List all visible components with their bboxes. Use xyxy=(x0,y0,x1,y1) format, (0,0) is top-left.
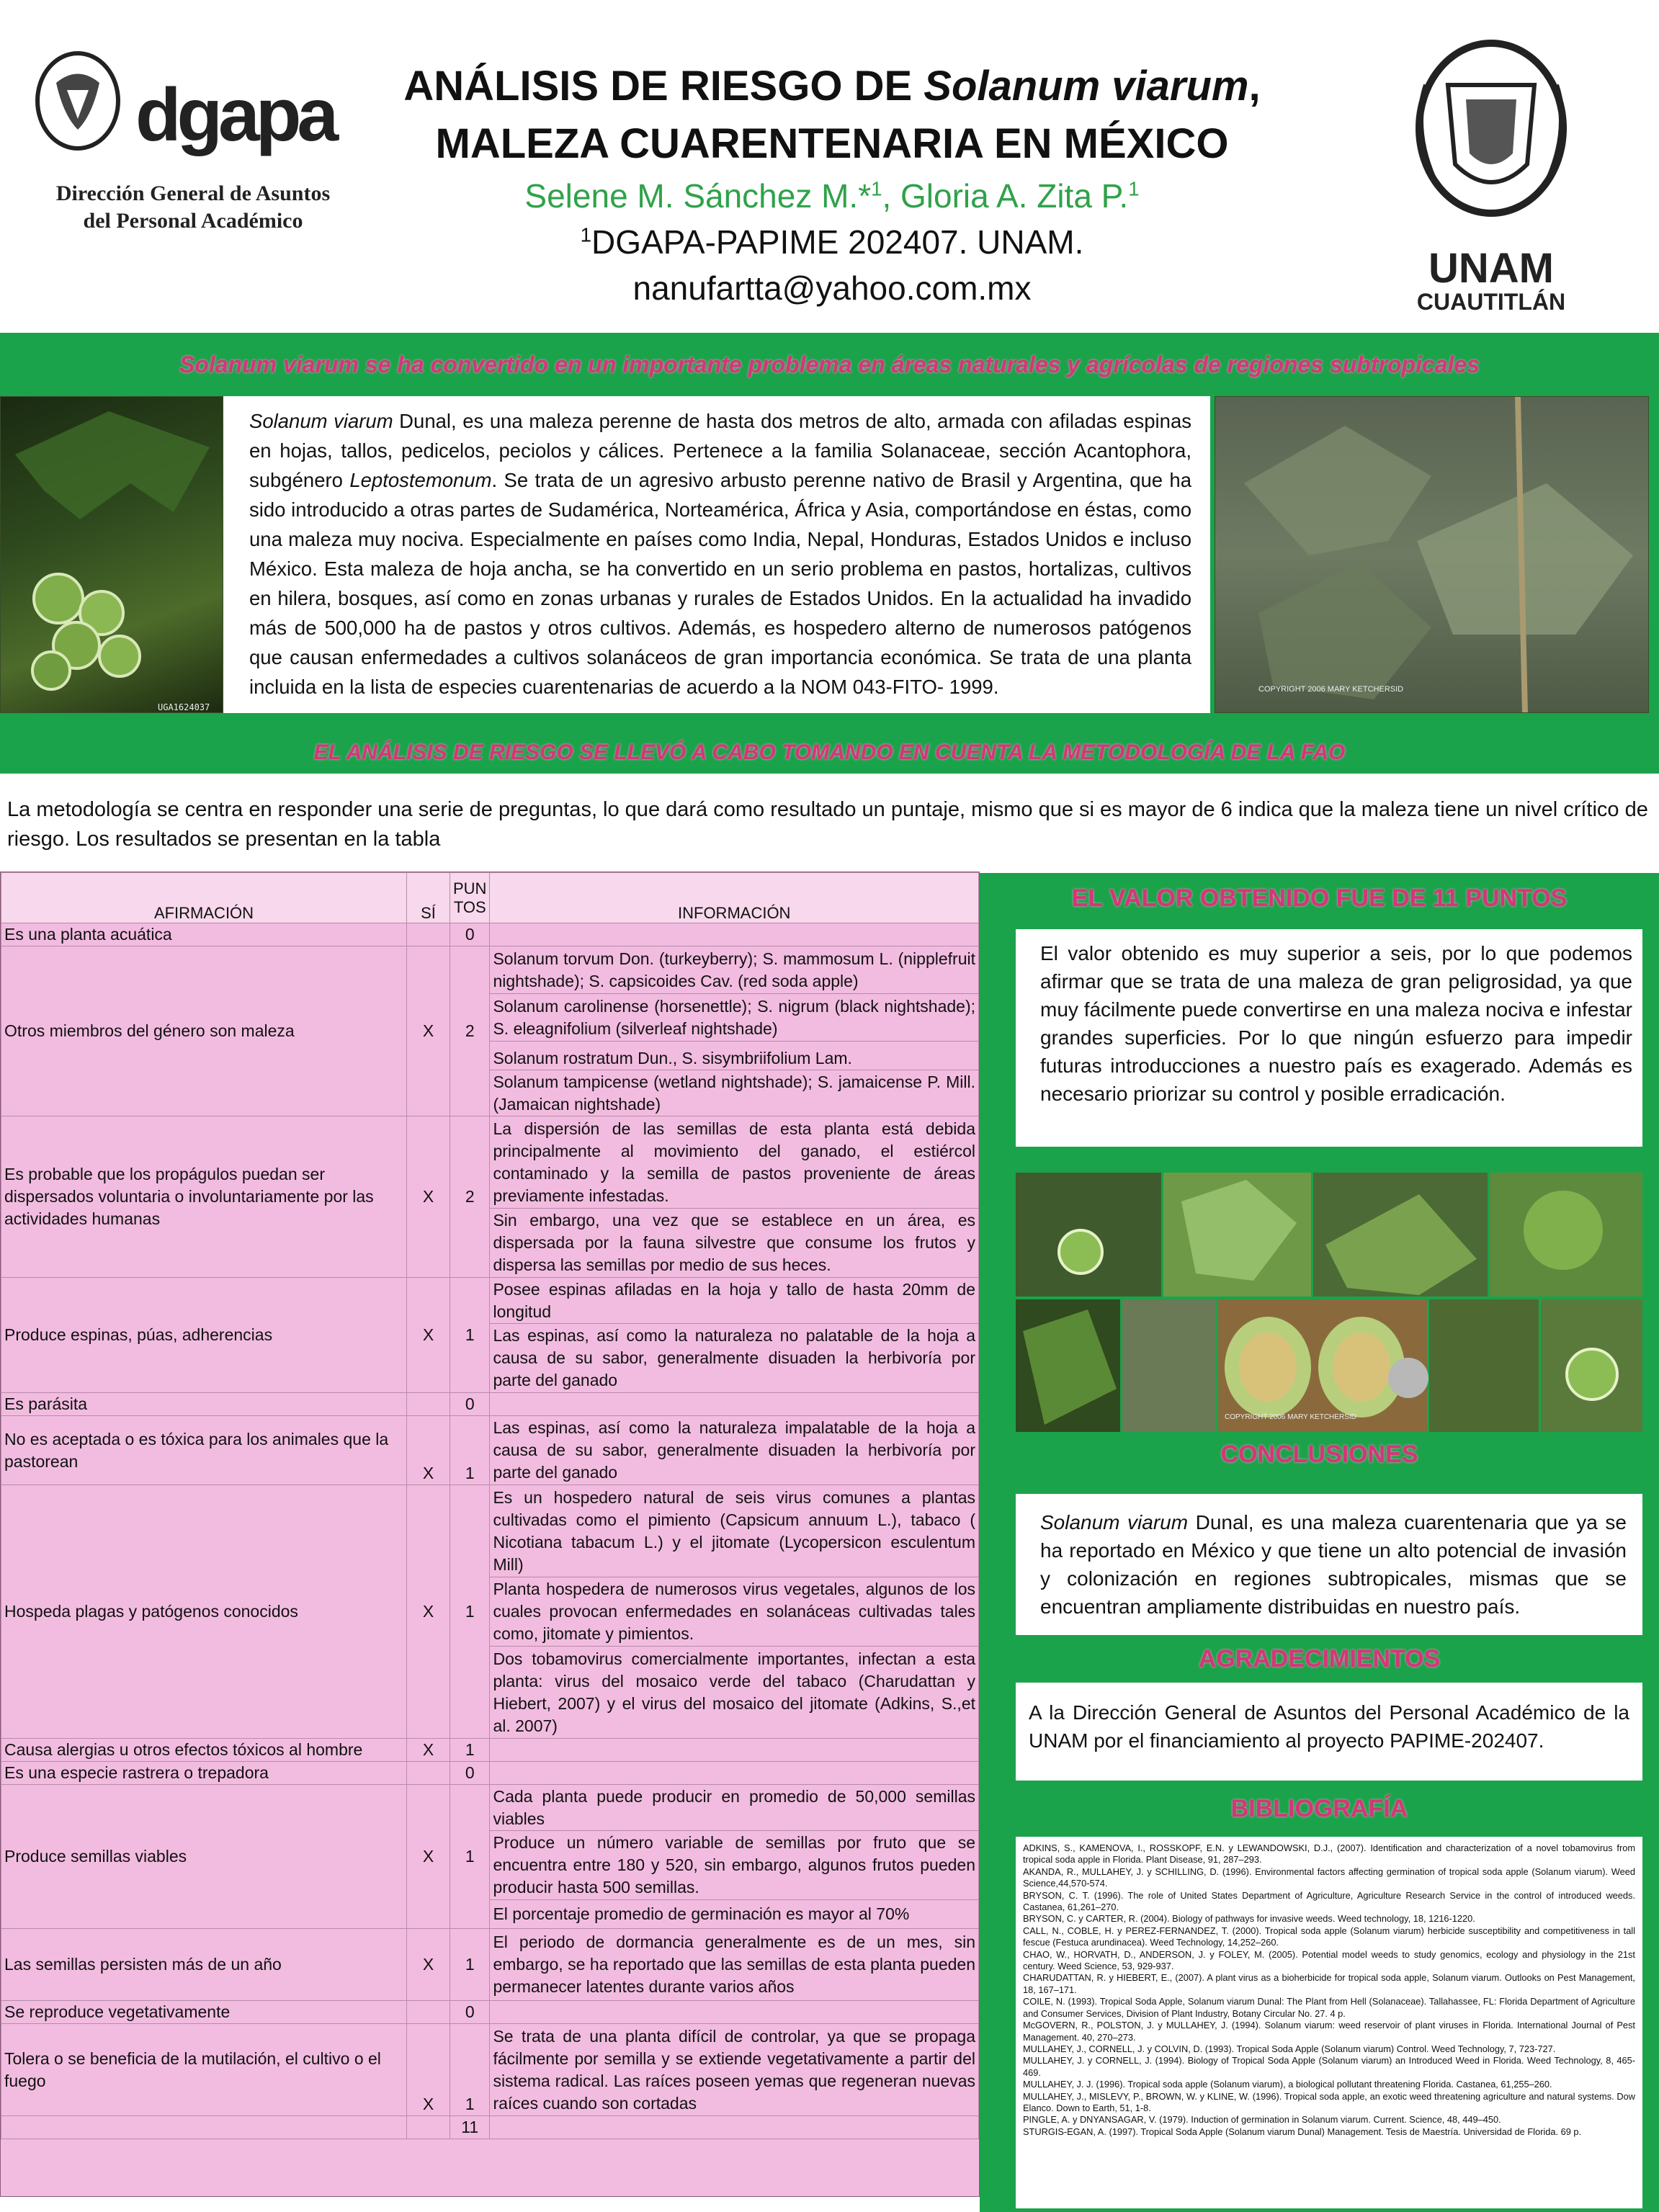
leaves-image xyxy=(1215,397,1649,713)
row-informacion: Es un hospedero natural de seis virus comunes a plantas cultivadas como el pimiento (Capsicum annuum L.), tabaco ( Nicotiana tabacum L.) y el jitomate (Lycopersicon esculentum Mill) xyxy=(490,1485,979,1577)
row-puntos: 1 xyxy=(450,1416,490,1485)
row-puntos: 1 xyxy=(450,1485,490,1739)
author-2-sup: 1 xyxy=(1128,177,1140,200)
row-informacion xyxy=(490,923,979,946)
row-si: X xyxy=(407,2024,450,2116)
table-row xyxy=(1,1762,979,1785)
row-informacion: Produce un número variable de semillas por fruto que se encuentra entre 180 y 520, sin embargo, algunos frutos pueden producir hasta 500 semillas. xyxy=(490,1831,979,1900)
row-puntos: 1 xyxy=(450,2024,490,2116)
dgapa-wordmark: dgapa xyxy=(135,73,335,157)
affil-sup: 1 xyxy=(580,223,591,246)
photo-right-caption: COPYRIGHT 2006 MARY KETCHERSID xyxy=(1258,685,1404,694)
row-si xyxy=(407,1762,450,1785)
row-informacion: Planta hospedera de numerosos virus vegetales, algunos de los cuales provocan enfermedades en solanáceas cultivadas tales como, jitomate y pimientos. xyxy=(490,1577,979,1647)
intro-paragraph xyxy=(223,396,1210,713)
poster-header xyxy=(0,0,1659,333)
authors xyxy=(317,173,1347,219)
row-informacion: Solanum carolinense (horsenettle); S. nigrum (black nightshade); S. eleagnifolium (silverleaf nightshade) xyxy=(490,994,979,1042)
row-si xyxy=(407,2001,450,2024)
reference-item: CALL, N., COBLE, H. y PEREZ-FERNANDEZ, T. (2000). Tropical soda apple (Solanum viarum) herbicide susceptibility and competitiveness in tall fescue (Festuca arundinacea). Weed Technology, 14,252–260. xyxy=(1023,1925,1635,1948)
row-puntos: 0 xyxy=(450,1393,490,1416)
author-1: Selene M. Sánchez M.* xyxy=(524,177,872,215)
reference-item: McGOVERN, R., POLSTON, J. y MULLAHEY, J. (1994). Solanum viarum: weed reservoir of plant viruses in Florida. International Journal of Pest Management. 40, 270–273. xyxy=(1023,2020,1635,2043)
reference-item: CHAO, W., HORVATH, D., ANDERSON, J. y FOLEY, M. (2005). Potential model weeds to study genomics, ecology and physiology in the 21st century. Weed Science, 53, 929-937. xyxy=(1023,1948,1635,1972)
row-informacion: Solanum rostratum Dun., S. sisymbriifolium Lam. xyxy=(490,1042,979,1070)
row-puntos: 1 xyxy=(450,1739,490,1762)
table-row xyxy=(1,2001,979,2024)
table-row xyxy=(1,1116,979,1209)
row-puntos: 0 xyxy=(450,1762,490,1785)
row-si: X xyxy=(407,1416,450,1485)
row-informacion xyxy=(490,2001,979,2024)
table-header-row xyxy=(1,873,979,923)
methodology-text: La metodología se centra en responder una serie de preguntas, lo que dará como resultado un puntaje, mismo que si es mayor de 6 indica que la maleza tiene un nivel crítico de riesgo. Los resultados se presentan en la tabla xyxy=(7,798,1648,851)
total-empty xyxy=(490,2116,979,2139)
row-si: X xyxy=(407,946,450,1116)
table-row xyxy=(1,946,979,994)
header-informacion: INFORMACIÓN xyxy=(490,873,979,923)
row-puntos: 2 xyxy=(450,946,490,1116)
row-afirmacion: Es parásita xyxy=(1,1393,407,1416)
table-row xyxy=(1,1416,979,1485)
unam-cuautitlan-logo xyxy=(1405,35,1578,315)
row-afirmacion: Las semillas persisten más de un año xyxy=(1,1929,407,2001)
row-si: X xyxy=(407,1278,450,1393)
reference-item: CHARUDATTAN, R. y HIEBERT, E., (2007). A plant virus as a bioherbicide for tropical soda apple, Solanum viarum. Outlooks on Pest Management, 18, 167–171. xyxy=(1023,1972,1635,1995)
table-row xyxy=(1,1278,979,1324)
row-informacion: Sin embargo, una vez que se establece en un área, es dispersada por la fauna silvestre que consume los frutos y dispersa las semillas por medio de sus heces. xyxy=(490,1209,979,1278)
plant-photo-right xyxy=(1215,396,1649,713)
row-afirmacion: Es una especie rastrera o trepadora xyxy=(1,1762,407,1785)
table-row xyxy=(1,1929,979,2001)
row-informacion xyxy=(490,1762,979,1785)
row-informacion: Posee espinas afiladas en la hoja y tallo de hasta 20mm de longitud xyxy=(490,1278,979,1324)
title-part: , xyxy=(1248,63,1261,109)
row-informacion: Se trata de una planta difícil de controlar, ya que se propaga fácilmente por semilla y se extiende vegetativamente a partir del sistema radical. Las raíces poseen yemas que regeneran nuevas raíces cuando son cortadas xyxy=(490,2024,979,2116)
row-puntos: 2 xyxy=(450,1116,490,1278)
row-afirmacion: Se reproduce vegetativamente xyxy=(1,2001,407,2024)
total-empty xyxy=(1,2116,407,2139)
agradecimientos-title: AGRADECIMIENTOS xyxy=(1198,1645,1441,1673)
row-puntos: 0 xyxy=(450,2001,490,2024)
row-puntos: 1 xyxy=(450,1785,490,1929)
photo-collage xyxy=(1016,1173,1642,1432)
reference-item: AKANDA, R., MULLAHEY, J. y SCHILLING, D. (1996). Environmental factors affecting germination of tropical soda apple (Solanum viarum). Weed Science,44,570-574. xyxy=(1023,1866,1635,1889)
table-row xyxy=(1,1485,979,1577)
row-afirmacion: Produce semillas viables xyxy=(1,1785,407,1929)
row-si: X xyxy=(407,1929,450,2001)
row-afirmacion: Produce espinas, púas, adherencias xyxy=(1,1278,407,1393)
unam-wordmark: UNAM xyxy=(1428,245,1554,292)
reference-item: MULLAHEY, J. J. (1996). Tropical soda apple (Solanum viarum), a biological pollutant threatening Florida. Castanea, 61,255–260. xyxy=(1023,2079,1552,2090)
collage-caption: COPYRIGHT 2006 MARY KETCHERSID xyxy=(1225,1413,1356,1421)
title-species: Solanum viarum xyxy=(924,63,1249,109)
row-si: X xyxy=(407,1485,450,1739)
reference-item: COILE, N. (1993). Tropical Soda Apple, Solanum viarum Dunal: The Plant from Hell (Solanaceae). Tallahassee, FL: Florida Department of Agriculture and Consumer Services, Division of Plant Industry, Botany Circular No. 27. 4 p. xyxy=(1023,1996,1635,2019)
row-si: X xyxy=(407,1739,450,1762)
collage-image xyxy=(1016,1173,1642,1432)
row-informacion: Las espinas, así como la naturaleza no palatable de la hoja a causa de su sabor, generalmente disuaden la herbivoría por parte del ganado xyxy=(490,1324,979,1393)
row-afirmacion: Hospeda plagas y patógenos conocidos xyxy=(1,1485,407,1739)
header-puntos xyxy=(450,873,490,923)
reference-item: MULLAHEY, J., MISLEVY, P., BROWN, W. y KLINE, W. (1996). Tropical soda apple, an exotic weed threatening agriculture and natural systems. Dow Elanco. Down to Earth, 51, 1-8. xyxy=(1023,2090,1635,2113)
row-informacion: Solanum tampicense (wetland nightshade); S. jamaicense P. Mill. (Jamaican nightshade) xyxy=(490,1070,979,1116)
row-si: X xyxy=(407,1785,450,1929)
header-puntos-2: TOS xyxy=(453,897,486,916)
conclusiones-text xyxy=(1016,1494,1642,1635)
row-afirmacion: Es una planta acuática xyxy=(1,923,407,946)
contact-email[interactable]: nanufartta@yahoo.com.mx xyxy=(632,269,1032,307)
intro-text-1: Dunal, es una maleza perenne de hasta dos metros de alto, armada con afiladas espinas en hojas, tallos, pedicelos, peciolos y cálices. Pertenece a la familia Solanaceae, sección Acantophora, subgénero xyxy=(249,410,1192,491)
row-informacion: El periodo de dormancia generalmente es de un mes, sin embargo, se ha reportado que las semillas de esta planta pueden permanecer latentes durante varios años xyxy=(490,1929,979,2001)
valor-text: El valor obtenido es muy superior a seis, por lo que podemos afirmar que se trata de una maleza de gran peligrosidad, ya que muy fácilmente puede convertirse en una maleza nociva e infestar grandes superficies. Por lo que ningún esfuerzo para impedir futuras introducciones a nuestro país es exagerado. Además es necesario priorizar su control y posible erradicación. xyxy=(1016,929,1642,1147)
banner-fao: EL ANÁLISIS DE RIESGO SE LLEVÓ A CABO TOMANDO EN CUENTA LA METODOLOGÍA DE LA FAO xyxy=(313,740,1346,764)
title-line2: MALEZA CUARENTENARIA EN MÉXICO xyxy=(435,120,1229,167)
affiliation xyxy=(317,219,1347,265)
dgapa-caption-line2: del Personal Académico xyxy=(83,209,303,233)
table-total-row xyxy=(1,2116,979,2139)
header-afirmacion: AFIRMACIÓN xyxy=(1,873,407,923)
table-row xyxy=(1,1739,979,1762)
reference-item: MULLAHEY, J. y CORNELL, J. (1994). Biology of Tropical Soda Apple (Solanum viarum) an Introduced Weed in Florida. Weed Technology, 8, 465-469. xyxy=(1023,2055,1635,2078)
conclusiones-body: Dunal, es una maleza cuarentenaria que ya se ha reportado en México y que tiene un alto potencial de invasión y colonización en regiones subtropicales, mismas que se encuentran ampliamente distribuidas en nuestro país. xyxy=(1040,1511,1627,1618)
photo-left-caption: UGA1624037 xyxy=(158,702,210,712)
row-si: X xyxy=(407,1116,450,1278)
table-row xyxy=(1,1393,979,1416)
row-afirmacion: Causa alergias u otros efectos tóxicos al hombre xyxy=(1,1739,407,1762)
bibliografia-list xyxy=(1016,1837,1642,2208)
reference-item: STURGIS-EGAN, A. (1997). Tropical Soda Apple (Solanum viarum Dunal) Management. Tesis de Maestría. Universidad de Florida. 69 p. xyxy=(1023,2126,1582,2137)
reference-item: MULLAHEY, J., CORNELL, J. y COLVIN, D. (1993). Tropical Soda Apple (Solanum viarum) Control. Weed Technology, 7, 723-727. xyxy=(1023,2043,1556,2054)
reference-item: BRYSON, C. T. (1996). The role of United States Department of Agriculture, Agriculture Research Service in the control of introduced weeds. Castanea, 61,261–270. xyxy=(1023,1889,1635,1913)
header-puntos-1: PUN xyxy=(453,879,487,897)
row-informacion: La dispersión de las semillas de esta planta está debida principalmente al movimiento del ganado, el estiércol contaminado y la semilla de pastos proveniente de áreas previamente infestadas. xyxy=(490,1116,979,1209)
species-name: Solanum viarum xyxy=(249,410,393,432)
table-row xyxy=(1,923,979,946)
intro-text-2: . Se trata de un agresivo arbusto perenne nativo de Brasil y Argentina, que ha sido introducido a otras partes de Sudamérica, Norteamérica, África y Asia, comportándose en éstas, como una maleza muy nociva. Especialmente en países como India, Nepal, Honduras, Estados Unidos e incluso México. Esta maleza de hoja ancha, se ha convertido en un serio problema en pastos, hortalizas, cultivos en hilera, bosques, así como en zonas urbanas y rurales de Estados Unidos. En la actualidad ha invadido más de 500,000 ha de pastos y otros cultivos. Además, es hospedero alterno de numerosos patógenos que causan enfermedades a cultivos solanáceos de gran importancia económica. Se trata de una planta incluida en la lista de especies cuarentenarias de acuerdo a la NOM 043-FITO- 1999. xyxy=(249,469,1192,698)
poster-title xyxy=(317,58,1347,173)
row-informacion xyxy=(490,1739,979,1762)
reference-item: PINGLE, A. y DNYANSAGAR, V. (1979). Induction of germination in Solanum viarum. Current. Science, 48, 449–450. xyxy=(1023,2114,1501,2126)
unam-crest-icon xyxy=(1405,35,1578,251)
row-informacion: Las espinas, así como la naturaleza impalatable de la hoja a causa de su sabor, generalmente disuaden la herbivoría por parte del ganado xyxy=(490,1416,979,1485)
row-afirmacion: Otros miembros del género son maleza xyxy=(1,946,407,1116)
fruit-image xyxy=(1,397,223,713)
title-block xyxy=(317,58,1347,311)
row-informacion: Dos tobamovirus comercialmente importantes, infectan a esta planta: virus del mosaico verde del tabaco (Charudattan y Hiebert, 2007) y el virus del mosaico del jitomate (Adkins, S.,et al. 2007) xyxy=(490,1647,979,1739)
conclusiones-title: CONCLUSIONES xyxy=(1220,1441,1418,1468)
dgapa-caption-line1: Dirección General de Asuntos xyxy=(55,182,331,205)
fruit-photo-left xyxy=(0,396,223,713)
title-part: ANÁLISIS DE RIESGO DE xyxy=(403,63,924,109)
bibliografia-title: BIBLIOGRAFÍA xyxy=(1230,1795,1408,1822)
author-1-sup: 1 xyxy=(871,177,882,200)
risk-table xyxy=(0,872,980,2197)
row-informacion: El porcentaje promedio de germinación es mayor al 70% xyxy=(490,1900,979,1929)
subgenus-name: Leptostemonum xyxy=(349,469,492,491)
table-row xyxy=(1,2024,979,2116)
reference-item: ADKINS, S., KAMENOVA, I., ROSSKOPF, E.N. y LEWANDOWSKI, D.J., (2007). Identification and characterization of a novel tobamovirus from tropical soda apple in Florida. Plant Disease, 91, 287–293. xyxy=(1023,1842,1635,1866)
row-afirmacion: Es probable que los propágulos puedan ser dispersados voluntaria o involuntariamente por las actividades humanas xyxy=(1,1116,407,1278)
dgapa-logo xyxy=(27,50,359,245)
row-informacion: Cada planta puede producir en promedio de 50,000 semillas viables xyxy=(490,1785,979,1831)
banner-subtropical: Solanum viarum se ha convertido en un importante problema en áreas naturales y agrícolas de regiones subtropicales xyxy=(179,351,1480,377)
row-afirmacion: Tolera o se beneficia de la mutilación, el cultivo o el fuego xyxy=(1,2024,407,2116)
agradecimientos-text: A la Dirección General de Asuntos del Personal Académico de la UNAM por el financiamiento al proyecto PAPIME-202407. xyxy=(1016,1683,1642,1781)
valor-title: EL VALOR OBTENIDO FUE DE 11 PUNTOS xyxy=(1071,885,1568,912)
row-afirmacion: No es aceptada o es tóxica para los animales que la pastorean xyxy=(1,1416,407,1485)
table-row xyxy=(1,1785,979,1831)
header-si: SÍ xyxy=(407,873,450,923)
risk-table-grid xyxy=(1,872,979,2139)
row-si xyxy=(407,923,450,946)
reference-item: BRYSON, C. y CARTER, R. (2004). Biology of pathways for invasive weeds. Weed technology, 18, 1216-1220. xyxy=(1023,1913,1475,1925)
author-2: , Gloria A. Zita P. xyxy=(882,177,1129,215)
row-informacion: Solanum torvum Don. (turkeyberry); S. mammosum L. (nipplefruit nightshade); S. capsicoides Cav. (red soda apple) xyxy=(490,946,979,994)
conclusiones-species: Solanum viarum xyxy=(1040,1511,1189,1533)
row-puntos: 1 xyxy=(450,1278,490,1393)
row-si xyxy=(407,1393,450,1416)
affil-text: DGAPA-PAPIME 202407. UNAM. xyxy=(591,223,1084,261)
row-puntos: 1 xyxy=(450,1929,490,2001)
total-puntos: 11 xyxy=(450,2116,490,2139)
cuautitlan-wordmark: CUAUTITLÁN xyxy=(1416,289,1566,315)
row-puntos: 0 xyxy=(450,923,490,946)
total-empty xyxy=(407,2116,450,2139)
row-informacion xyxy=(490,1393,979,1416)
